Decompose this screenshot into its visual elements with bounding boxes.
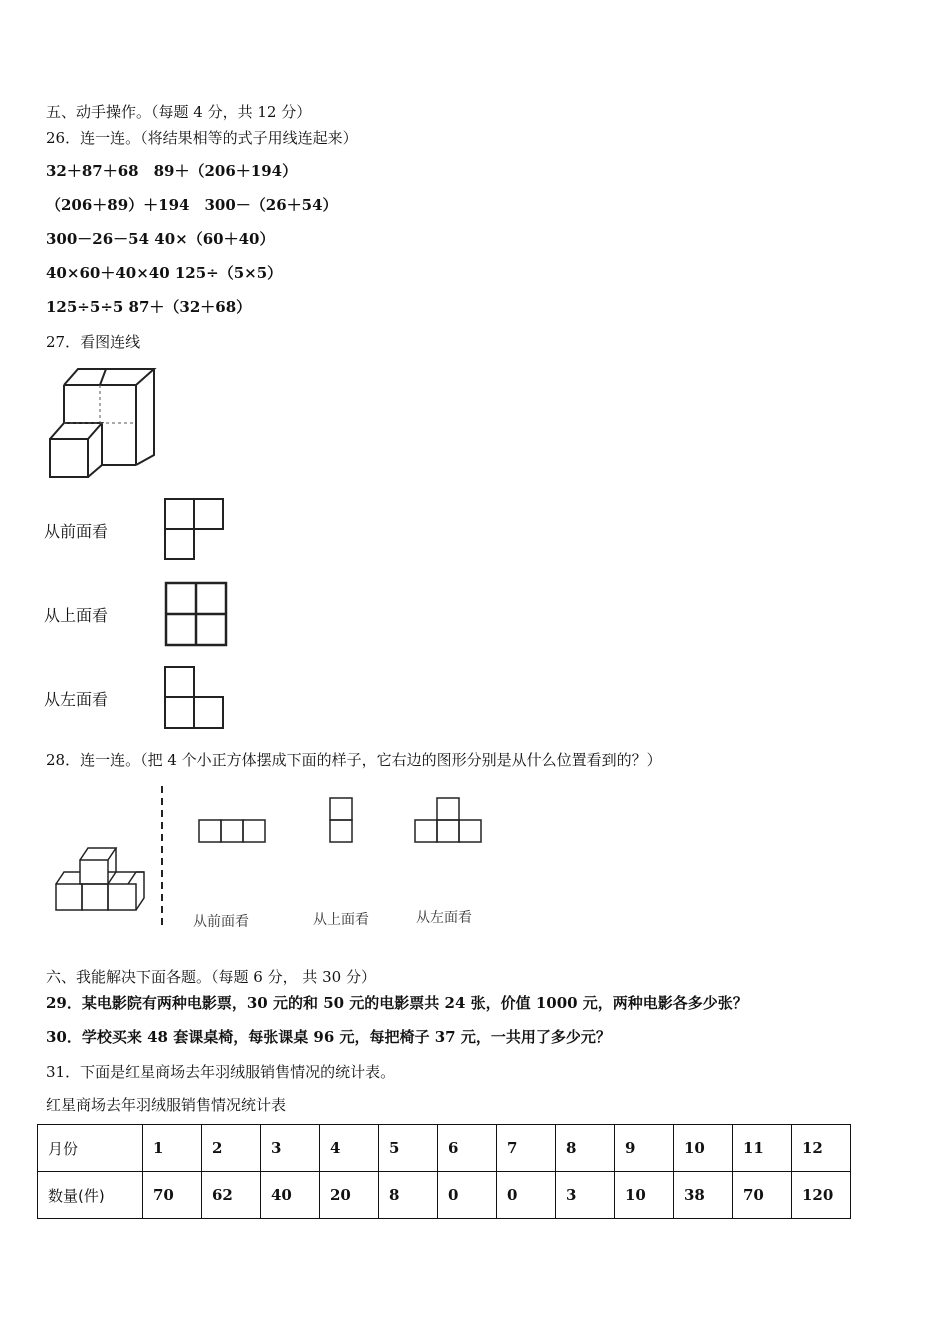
section-6-title: 六、我能解决下面各题。（每题 6 分， 共 30 分） <box>46 968 376 986</box>
q26-row-3: 300－26－54 40×（60＋40） <box>46 230 275 248</box>
q28-view-shape-3 <box>414 796 482 844</box>
q26-row-1: 32＋87＋68 89＋（206＋194） <box>46 162 298 180</box>
q28-caption-front: 从前面看 <box>193 914 249 930</box>
q27-view-shape-b <box>163 580 229 648</box>
quantity-cell: 62 <box>202 1172 261 1219</box>
q28-caption-top: 从上面看 <box>313 912 369 928</box>
q31-table-title: 红星商场去年羽绒服销售情况统计表 <box>46 1096 287 1114</box>
table-row-quantities <box>38 1172 851 1219</box>
row-label-quantity: 数量(件) <box>38 1172 143 1219</box>
quantity-cell: 70 <box>143 1172 202 1219</box>
q29-text: 29．某电影院有两种电影票，30 元的和 50 元的电影票共 24 张，价值 1000 元，两种电影各多少张？ <box>46 994 748 1012</box>
q26-row-2: （206＋89）＋194 300－（26＋54） <box>46 196 338 214</box>
quantity-cell: 20 <box>320 1172 379 1219</box>
q28-view-shape-2 <box>329 796 355 844</box>
q27-solid-figure <box>46 365 158 480</box>
month-cell: 1 <box>143 1125 202 1172</box>
month-cell: 6 <box>438 1125 497 1172</box>
q28-caption-left: 从左面看 <box>416 910 472 926</box>
month-cell: 2 <box>202 1125 261 1172</box>
q31-text: 31．下面是红星商场去年羽绒服销售情况的统计表。 <box>46 1063 396 1081</box>
q27-title: 27．看图连线 <box>46 333 141 351</box>
q26-row-4: 40×60＋40×40 125÷（5×5） <box>46 264 283 282</box>
month-cell: 10 <box>674 1125 733 1172</box>
q27-view-shape-c <box>163 665 225 731</box>
quantity-cell: 10 <box>615 1172 674 1219</box>
q28-divider-line <box>159 786 165 928</box>
q28-title: 28．连一连。（把 4 个小正方体摆成下面的样子，它右边的图形分别是从什么位置看到的？） <box>46 751 662 769</box>
q30-text: 30．学校买来 48 套课桌椅，每张课桌 96 元，每把椅子 37 元，一共用了多少元？ <box>46 1028 611 1046</box>
header-label-month: 月份 <box>38 1125 143 1172</box>
q26-row-5: 125÷5÷5 87＋（32＋68） <box>46 298 252 316</box>
month-cell: 3 <box>261 1125 320 1172</box>
section-5-title: 五、动手操作。（每题 4 分，共 12 分） <box>46 103 312 121</box>
table-row-months <box>38 1125 851 1172</box>
q27-view-top-label: 从上面看 <box>44 606 109 625</box>
q26-title: 26．连一连。（将结果相等的式子用线连起来） <box>46 129 358 147</box>
quantity-cell: 3 <box>556 1172 615 1219</box>
quantity-cell: 0 <box>497 1172 556 1219</box>
sales-stat-table <box>37 1124 851 1219</box>
quantity-cell: 38 <box>674 1172 733 1219</box>
q27-view-front-label: 从前面看 <box>44 522 109 541</box>
month-cell: 12 <box>792 1125 851 1172</box>
q28-view-shape-1 <box>198 818 266 844</box>
month-cell: 5 <box>379 1125 438 1172</box>
quantity-cell: 120 <box>792 1172 851 1219</box>
month-cell: 7 <box>497 1125 556 1172</box>
quantity-cell: 70 <box>733 1172 792 1219</box>
q27-view-left-label: 从左面看 <box>44 690 109 709</box>
month-cell: 4 <box>320 1125 379 1172</box>
q28-cube-stack <box>52 842 150 912</box>
quantity-cell: 40 <box>261 1172 320 1219</box>
month-cell: 8 <box>556 1125 615 1172</box>
q27-view-shape-a <box>163 497 225 563</box>
quantity-cell: 0 <box>438 1172 497 1219</box>
quantity-cell: 8 <box>379 1172 438 1219</box>
month-cell: 11 <box>733 1125 792 1172</box>
month-cell: 9 <box>615 1125 674 1172</box>
